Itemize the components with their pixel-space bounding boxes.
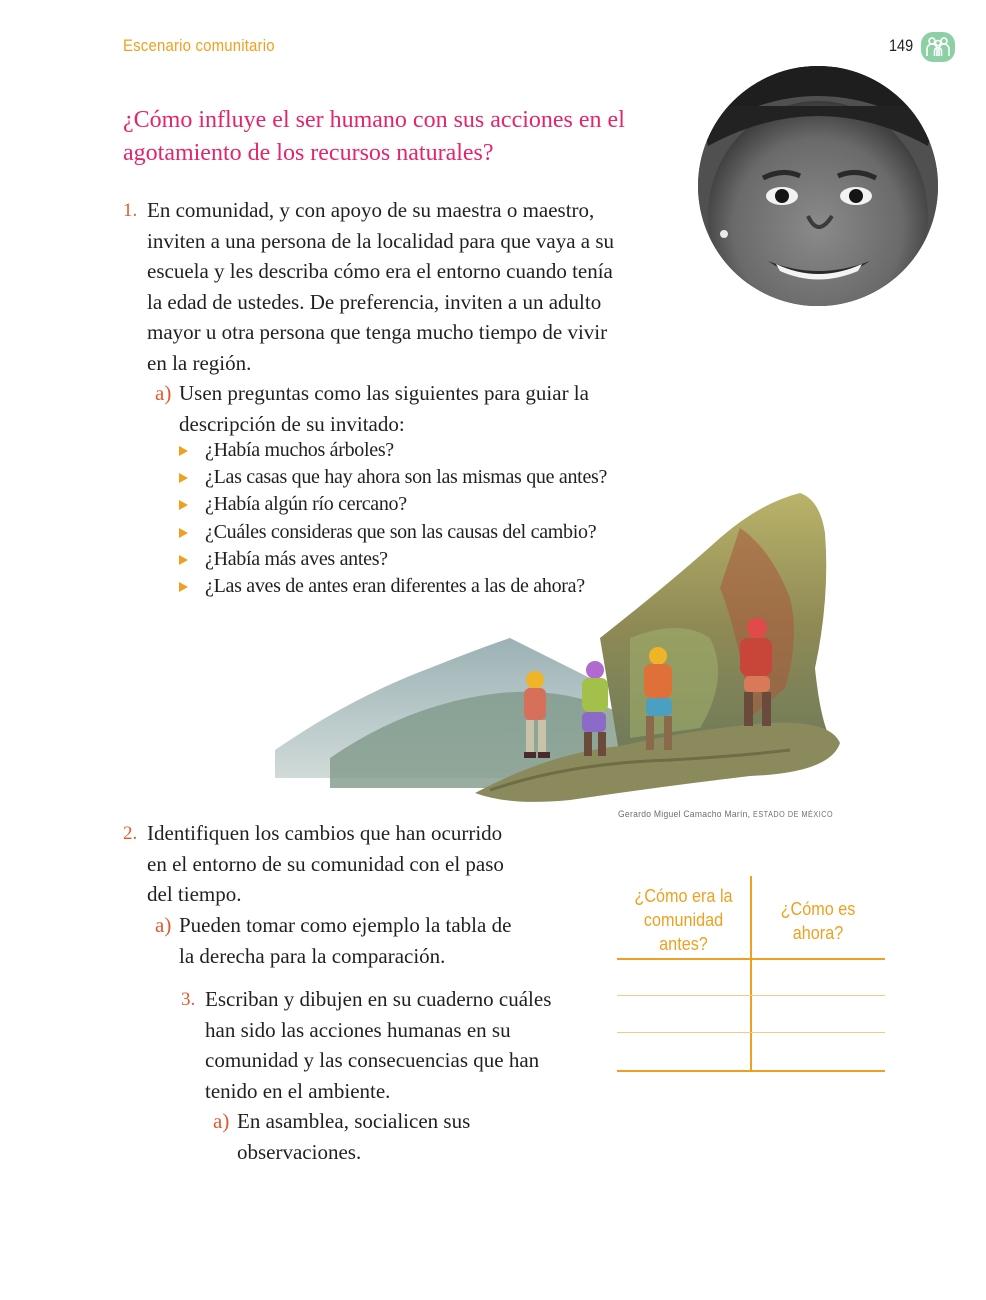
question-text: ¿Cuáles consideras que son las causas del cambio? [205,520,597,543]
table-header-before [624,884,744,956]
sub-line: En asamblea, socialicen sus [237,1109,471,1133]
table-divider [750,876,752,1072]
table-row-line [617,1032,885,1033]
comparison-table [617,876,885,1072]
activity-number: 2. [123,823,138,844]
community-people-icon [921,32,955,62]
credit-place: ESTADO DE MÉXICO [753,810,834,819]
list-item [179,437,639,464]
sub-line: descripción de su invitado: [179,411,405,436]
mountain-climbers-illustration [270,488,845,806]
table-header-now [758,897,879,945]
arrow-bullet-icon [179,500,188,510]
table-row-line [617,995,885,996]
arrow-bullet-icon [179,528,188,538]
activity-line: En comunidad, y con apoyo de su maestra o maestro, [147,198,595,222]
sub-line: Usen preguntas como las siguientes para guiar la [179,381,589,405]
question-text: ¿Las casas que hay ahora son las mismas que antes? [205,466,608,489]
activity-line: comunidad y las consecuencias que han [205,1048,540,1073]
header-line: antes? [659,934,708,954]
activity-line: en el entorno de su comunidad con el paso [147,851,504,876]
activity-line: del tiempo. [147,882,242,907]
activity-line: inviten a una persona de la localidad para que vaya a su [147,228,615,253]
activity-line: mayor u otra persona que tenga mucho tiempo de vivir [147,320,608,345]
sub-letter: a) [213,1109,230,1133]
question-text: ¿Las aves de antes eran diferentes a las de ahora? [205,575,585,598]
page-number: 149 [889,36,914,55]
question-text: ¿Había más aves antes? [205,547,388,570]
arrow-bullet-icon [179,582,188,592]
sub-line: observaciones. [237,1139,362,1164]
activity-number: 3. [181,989,196,1010]
arrow-bullet-icon [179,473,188,483]
question-text: ¿Había algún río cercano? [205,493,407,516]
sub-line: la derecha para la comparación. [179,943,446,968]
activity-line: Identifiquen los cambios que han ocurrido [147,821,503,845]
illustration-credit [618,809,833,820]
activity-line: Escriban y dibujen en su cuaderno cuáles [205,987,552,1011]
header-line: ahora? [792,923,844,943]
credit-author: Gerardo Miguel Camacho Marín, [618,809,751,820]
activity-number: 1. [123,200,138,221]
header-line: comunidad [643,910,724,930]
child-portrait-photo [698,66,938,306]
activity-line: escuela y les describa cómo era el entorno cuando tenía [147,259,613,284]
activity-line: han sido las acciones humanas en su [205,1017,511,1042]
sub-letter: a) [155,913,172,937]
arrow-bullet-icon [179,555,188,565]
header-line: ¿Cómo era la [634,886,733,906]
page-title: ¿Cómo influye el ser humano con sus acciones en el agotamiento de los recursos naturales? [123,107,625,166]
arrow-bullet-icon [179,446,188,456]
table-row-line [617,958,885,960]
table-row-line [617,1070,885,1072]
question-text: ¿Había muchos árboles? [205,439,394,461]
header-line: ¿Cómo es [780,899,856,919]
section-header: Escenario comunitario [123,36,275,55]
activity-line: tenido en el ambiente. [205,1078,391,1103]
activity-line: en la región. [147,350,252,375]
sub-letter: a) [155,381,172,405]
activity-line: la edad de ustedes. De preferencia, inviten a un adulto [147,289,602,314]
sub-line: Pueden tomar como ejemplo la tabla de [179,913,512,937]
